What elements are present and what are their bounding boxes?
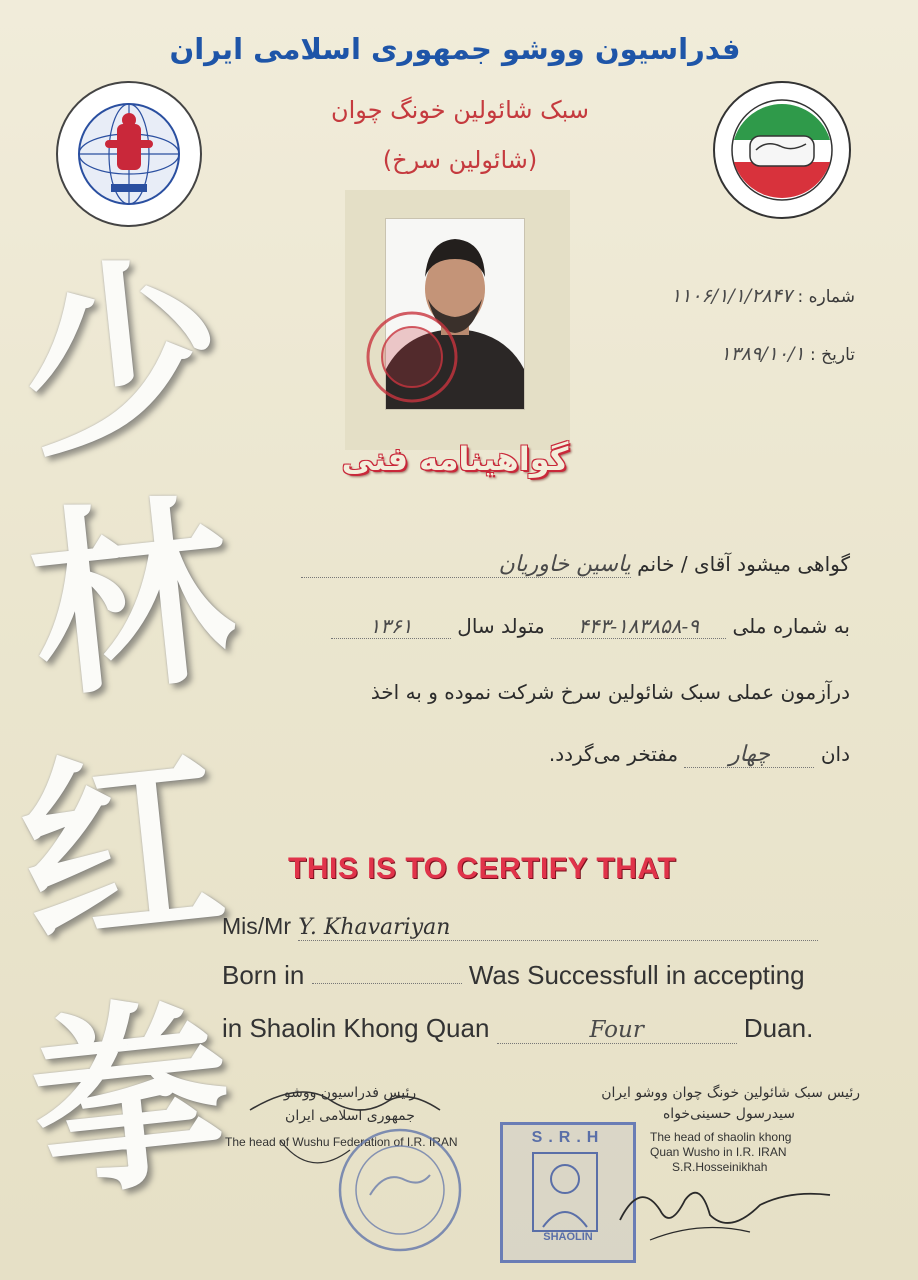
- right-signatory-en-1: The head of shaolin khong: [650, 1130, 792, 1144]
- dan-suffix: مفتخر می‌گردد.: [548, 742, 679, 766]
- birth-year-label: متولد سال: [457, 614, 545, 638]
- holder-name-fa: یاسین خاوریان: [301, 552, 631, 578]
- duan-value-en: Four: [497, 1017, 737, 1044]
- calligraphy-char-3: 红: [9, 722, 234, 977]
- born-blank: [312, 963, 462, 984]
- holder-name-en: Y. Khavariyan: [298, 915, 818, 941]
- persian-line-4: [220, 742, 850, 768]
- certificate-title: گواهینامه فنی: [341, 440, 569, 478]
- issue-date: [600, 343, 855, 365]
- right-signatory-fa-1: رئیس سبک شائولین خونگ چوان ووشو ایران: [601, 1085, 860, 1101]
- calligraphy-char-2: 林: [19, 472, 244, 727]
- right-signature-scribble: [610, 1160, 840, 1250]
- dan-label: دان: [820, 742, 850, 766]
- left-signatory-fa-1: رئیس فدراسیون ووشو: [283, 1085, 417, 1101]
- date-value: ۱۳۸۹/۱۰/۱: [720, 343, 805, 365]
- persian-line-1-label: گواهی میشود آقای / خانم: [637, 552, 850, 576]
- success-text: Was Successfull in accepting: [468, 960, 805, 990]
- persian-line-1: [220, 552, 850, 578]
- federation-round-stamp: [335, 1125, 465, 1255]
- right-signatory-fa-2: سیدرسول حسینی‌خواه: [662, 1106, 795, 1122]
- born-label: Born in: [222, 960, 305, 990]
- red-seal-stamp: [365, 310, 460, 405]
- persian-line-3: درآزمون عملی سبک شائولین سرخ شرکت نموده و به اخذ: [370, 680, 850, 704]
- style-title: سبک شائولین خونگ چوان: [331, 96, 589, 124]
- dan-value-fa: چهار: [684, 742, 814, 768]
- right-signatory-en-3: S.R.Hosseinikhah: [672, 1160, 768, 1174]
- calligraphy-char-1: 少: [9, 232, 234, 487]
- number-label: شماره :: [797, 287, 855, 307]
- reference-number: [600, 285, 855, 307]
- national-id-label: به شماره ملی: [732, 614, 850, 638]
- english-certify-title: THIS IS TO CERTIFY THAT: [288, 852, 677, 885]
- birth-year-value: ۱۳۶۱: [331, 614, 451, 639]
- stamp-bottom-text: SHAOLIN: [543, 1231, 593, 1243]
- english-duan-line: [222, 1013, 862, 1044]
- style-subtitle: (شائولین سرخ): [382, 146, 538, 174]
- national-id-value: ۴۴۳-۱۸۳۸۵۸-۹: [551, 614, 726, 639]
- english-name-line: [222, 910, 852, 941]
- shaolin-logo: [55, 80, 203, 228]
- duan-label: Duan.: [743, 1013, 814, 1043]
- right-signatory-en-2: Quan Wusho in I.R. IRAN: [650, 1145, 787, 1159]
- wushu-federation-logo: [712, 80, 852, 220]
- date-label: تاریخ :: [810, 345, 855, 365]
- number-value: ۱۱۰۶/۱/۱/۲۸۴۷: [670, 285, 793, 307]
- left-signatory-fa-2: جمهوری اسلامی ایران: [285, 1108, 415, 1124]
- calligraphy-char-4: 拳: [19, 972, 244, 1227]
- name-label-en: Mis/Mr: [222, 913, 291, 939]
- style-text-en: in Shaolin Khong Quan: [222, 1013, 490, 1043]
- stamp-text: S.R.H: [531, 1129, 605, 1146]
- persian-line-2: [220, 614, 850, 639]
- left-signatory-en: The head of Wushu Federation of I.R. IRAN: [225, 1135, 458, 1149]
- english-born-line: [222, 960, 862, 991]
- federation-title: فدراسیون ووشو جمهوری اسلامی ایران: [169, 32, 741, 66]
